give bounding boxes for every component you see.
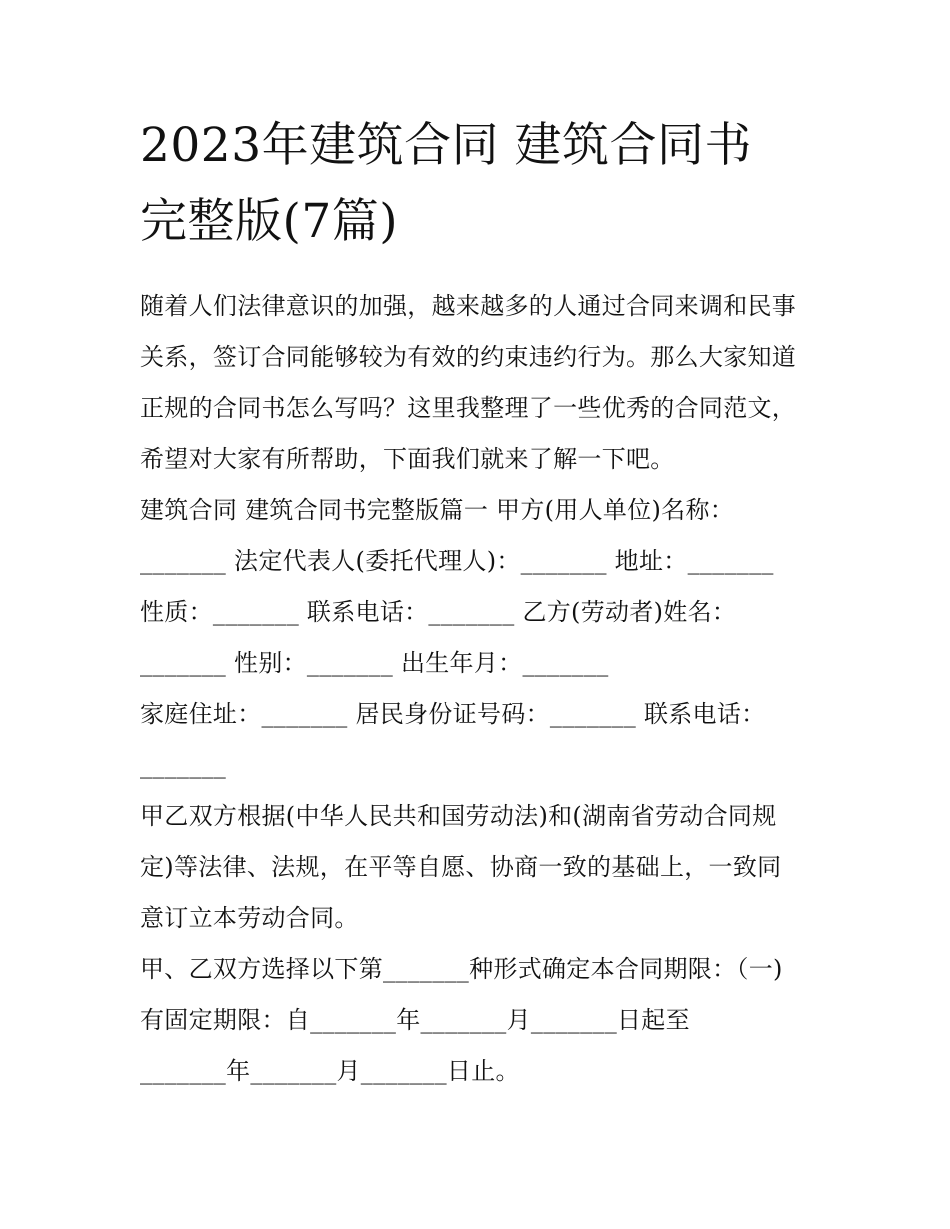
body-line: 家庭住址：_______ 居民身份证号码：_______ 联系电话：: [140, 700, 766, 728]
body-line: 建筑合同 建筑合同书完整版篇一 甲方(用人单位)名称：: [140, 496, 735, 524]
body-line: _______年_______月_______日止。: [140, 1057, 520, 1085]
body-line: 甲、乙双方选择以下第_______种形式确定本合同期限：（一): [140, 955, 783, 983]
body-line: _______ 法定代表人(委托代理人)：_______ 地址：_______: [140, 547, 774, 575]
document-body: [140, 281, 830, 1097]
body-line: 随着人们法律意识的加强，越来越多的人通过合同来调和民事: [140, 292, 797, 320]
body-line: _______: [140, 751, 227, 779]
document-title: [140, 108, 840, 260]
body-line: 定)等法律、法规，在平等自愿、协商一致的基础上，一致同: [140, 853, 782, 881]
body-line: 意订立本劳动合同。: [140, 904, 359, 932]
title-line-2: 完整版(7篇): [140, 194, 399, 249]
body-line: 性质：_______ 联系电话：_______ 乙方(劳动者)姓名：: [140, 598, 737, 626]
body-line: 有固定期限：自_______年_______月_______日起至: [140, 1006, 690, 1034]
body-line: 关系，签订合同能够较为有效的约束违约行为。那么大家知道: [140, 343, 797, 371]
body-line: 希望对大家有所帮助，下面我们就来了解一下吧。: [140, 445, 675, 473]
body-line: _______ 性别：_______ 出生年月：_______: [140, 649, 609, 677]
title-line-1: 2023年建筑合同 建筑合同书: [140, 118, 753, 173]
body-line: 甲乙双方根据(中华人民共和国劳动法)和(湖南省劳动合同规: [140, 802, 777, 830]
body-line: 正规的合同书怎么写吗？这里我整理了一些优秀的合同范文，: [140, 394, 797, 422]
